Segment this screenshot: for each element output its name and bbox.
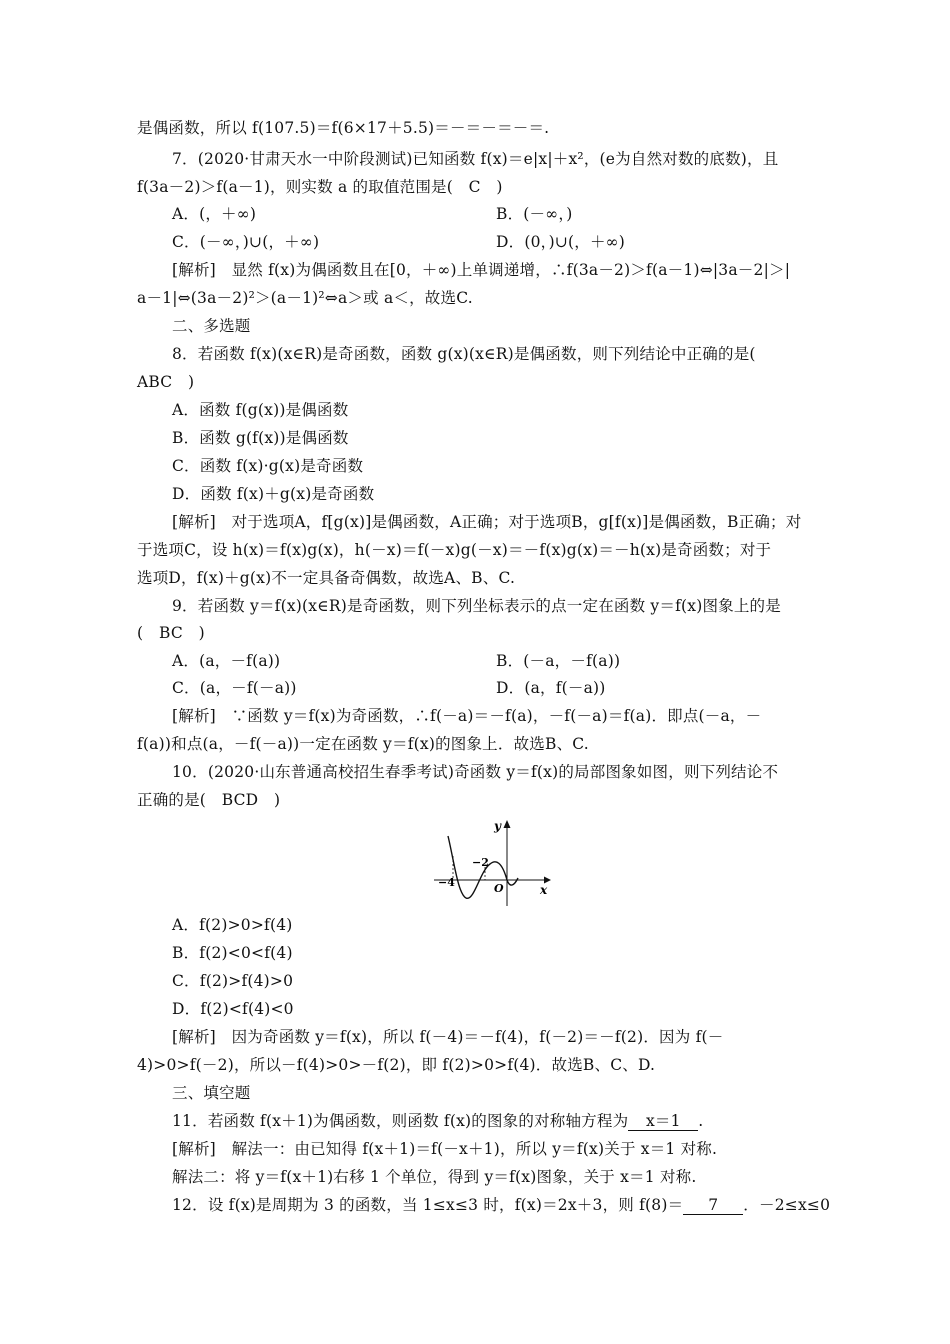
y-axis-arrow-icon — [504, 820, 511, 828]
q8-option-d: D．函数 f(x)＋g(x)是奇函数 — [172, 485, 375, 503]
q11-answer-blank: x＝1 — [628, 1112, 698, 1131]
q8-solution-cont: 于选项C，设 h(x)＝f(x)g(x)，h(－x)＝f(－x)g(－x)＝－f(x)g(x)＝－h(x)是奇函数；对于 — [137, 541, 772, 559]
q12-text-cont: ．－2≤x≤0 — [743, 1196, 831, 1214]
q7-solution: [解析] 显然 f(x)为偶函数且在[0，＋∞)上单调递增，∴f(3a－2)＞f(a－1)⇔|3a－2|＞| — [172, 261, 791, 279]
q8-solution-cont2: 选项D，f(x)＋g(x)不一定具备奇偶数，故选A、B、C. — [137, 569, 516, 587]
q10-solution-cont: 4)>0>f(－2)，所以－f(4)>0>－f(2)，即 f(2)>0>f(4)．故选B、C、D. — [137, 1056, 656, 1074]
q9-option-d: D．(a，f(－a)) — [496, 679, 606, 697]
tick-label-neg2: −2 — [472, 856, 489, 869]
question-7-stem: 7．(2020·甘肃天水一中阶段测试)已知函数 f(x)＝e|x|＋x²，(e为自然对数的底数)，且 — [172, 150, 779, 168]
q10-option-b: B．f(2)<0<f(4) — [172, 944, 293, 962]
q8-solution: [解析] 对于选项A，f[g(x)]是偶函数，A正确；对于选项B，g[f(x)]是偶函数，B正确；对 — [172, 513, 802, 531]
question-7-stem-cont: f(3a－2)＞f(a－1)，则实数 a 的取值范围是( C ) — [137, 178, 503, 196]
q9-option-c: C．(a，－f(－a)) — [172, 679, 297, 697]
q8-option-a: A．函数 f(g(x))是偶函数 — [172, 401, 349, 419]
q7-solution-cont: a－1|⇔(3a－2)²＞(a－1)²⇔a＞或 a＜，故选C. — [137, 289, 473, 307]
section-heading-fill: 三、填空题 — [172, 1084, 251, 1102]
x-axis-label: x — [540, 883, 548, 897]
question-11-stem — [172, 1110, 703, 1132]
question-12-stem — [172, 1194, 830, 1216]
y-axis-label: y — [494, 819, 501, 833]
section-heading-multi: 二、多选题 — [172, 317, 251, 335]
q11-solution-alt: 解法二：将 y＝f(x＋1)右移 1 个单位，得到 y＝f(x)图象，关于 x＝1 对称. — [172, 1168, 697, 1186]
origin-label: O — [494, 882, 504, 895]
question-10-stem: 10．(2020·山东普通高校招生春季考试)奇函数 y＝f(x)的局部图象如图，则下列结论不 — [172, 763, 779, 781]
q12-answer-blank: 7 — [683, 1196, 743, 1215]
q7-option-b: B．(－∞，) — [496, 205, 573, 223]
q9-solution: [解析] ∵函数 y＝f(x)为奇函数，∴f(－a)＝－f(a)，－f(－a)＝f(a)．即点(－a，－ — [172, 707, 762, 725]
text-line: 是偶函数，所以 f(107.5)＝f(6×17＋5.5)＝－＝－＝－＝. — [137, 119, 550, 137]
q10-option-d: D．f(2)<f(4)<0 — [172, 1000, 294, 1018]
q9-option-a: A．(a，－f(a)) — [172, 652, 281, 670]
q8-option-c: C．函数 f(x)·g(x)是奇函数 — [172, 457, 364, 475]
question-8-answer: ABC ) — [137, 373, 195, 391]
question-9-stem: 9．若函数 y＝f(x)(x∈R)是奇函数，则下列坐标表示的点一定在函数 y＝f(x)图象上的是 — [172, 597, 781, 615]
q8-option-b: B．函数 g(f(x))是偶函数 — [172, 429, 349, 447]
question-10-stem-cont: 正确的是( BCD ) — [137, 791, 281, 809]
q12-text: 12．设 f(x)是周期为 3 的函数，当 1≤x≤3 时，f(x)＝2x＋3，则 f(8)＝ — [172, 1196, 684, 1214]
q9-solution-cont: f(a))和点(a，－f(－a))一定在函数 y＝f(x)的图象上．故选B、C. — [137, 735, 589, 753]
q11-text: 11．若函数 f(x＋1)为偶函数，则函数 f(x)的图象的对称轴方程为 — [172, 1112, 629, 1130]
q7-option-c: C．(－∞，)∪(，＋∞) — [172, 233, 320, 251]
q7-option-a: A．(，＋∞) — [172, 205, 257, 223]
q10-option-a: A．f(2)>0>f(4) — [172, 916, 293, 934]
question-8-stem: 8．若函数 f(x)(x∈R)是奇函数，函数 g(x)(x∈R)是偶函数，则下列结论中正确的是( — [172, 345, 756, 363]
function-graph-figure — [428, 816, 552, 910]
q11-solution: [解析] 解法一：由已知得 f(x＋1)＝f(－x＋1)，所以 y＝f(x)关于 x＝1 对称. — [172, 1140, 718, 1158]
tick-label-neg4: −4 — [438, 876, 455, 889]
q7-option-d: D．(0，)∪(，＋∞) — [496, 233, 626, 251]
q11-end: . — [698, 1112, 704, 1130]
q10-option-c: C．f(2)>f(4)>0 — [172, 972, 294, 990]
question-9-answer: ( BC ) — [137, 624, 205, 642]
q9-option-b: B．(－a，－f(a)) — [496, 652, 621, 670]
q10-solution: [解析] 因为奇函数 y＝f(x)，所以 f(－4)＝－f(4)，f(－2)＝－f(2)．因为 f(－ — [172, 1028, 724, 1046]
